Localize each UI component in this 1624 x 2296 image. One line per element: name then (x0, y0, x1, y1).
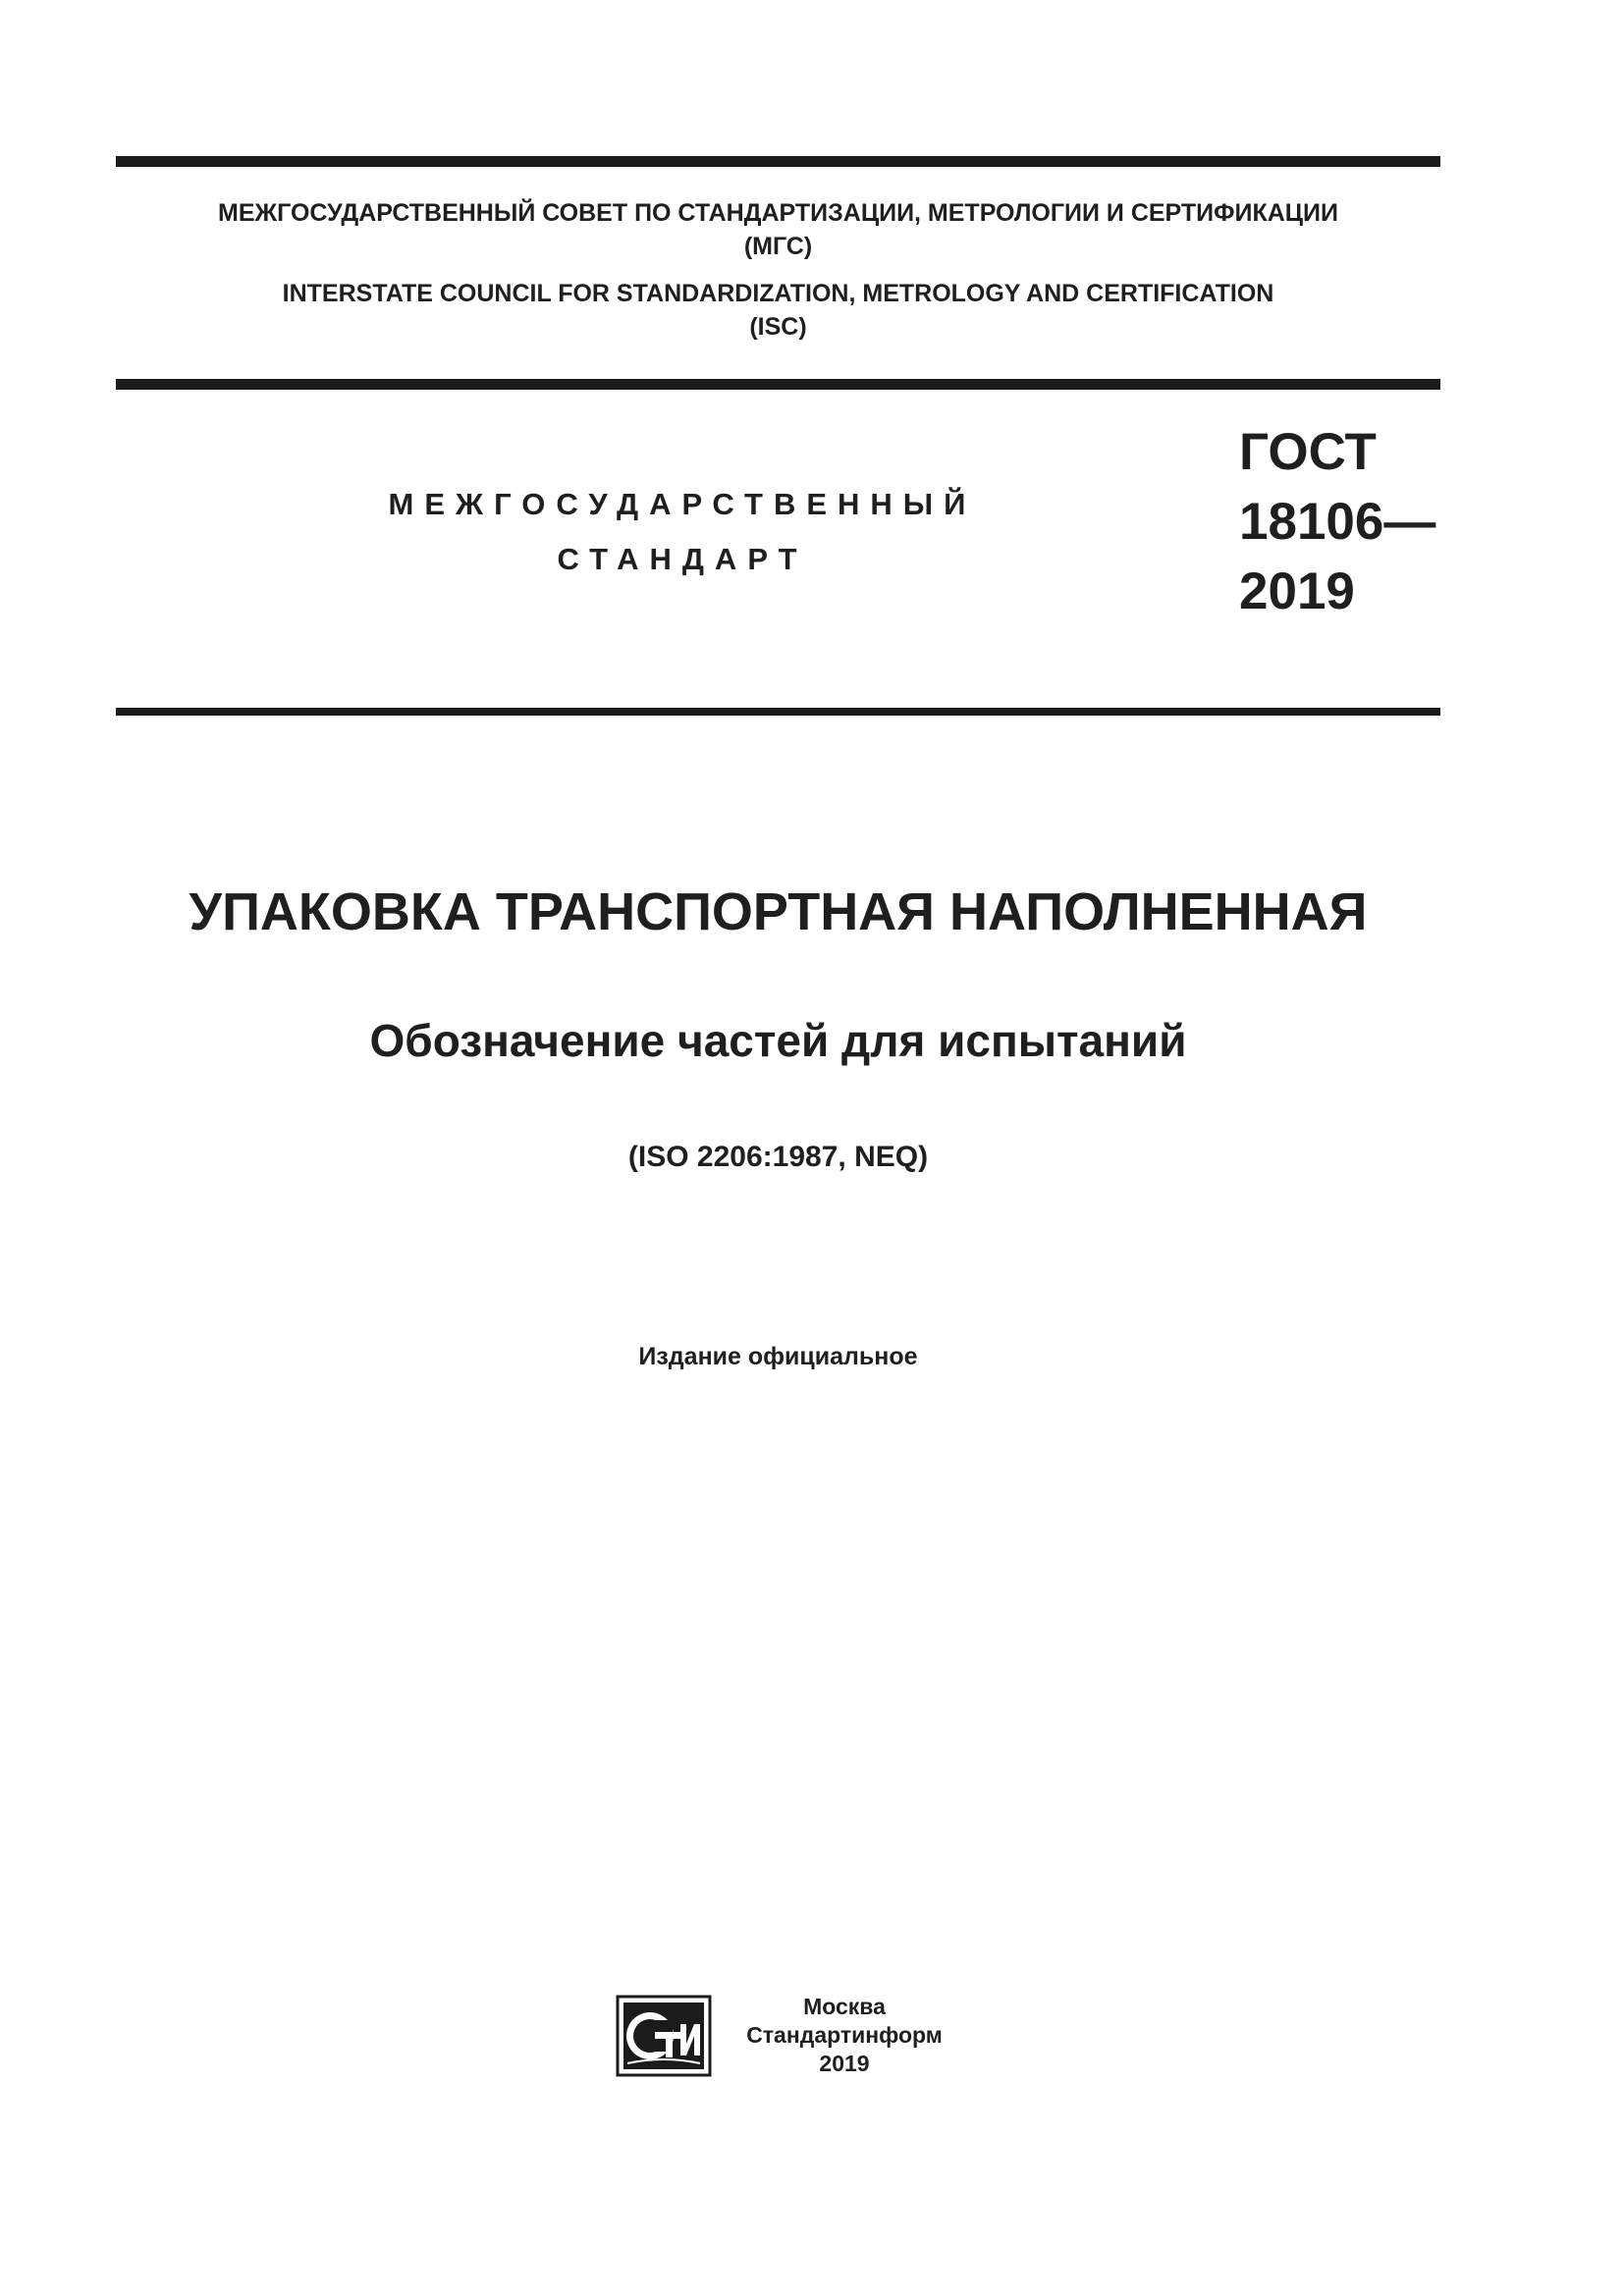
council-en-line2: (ISC) (749, 313, 807, 341)
publisher-name: Стандартинформ (746, 2022, 943, 2048)
council-name-ru (116, 196, 1440, 263)
top-divider (116, 156, 1440, 167)
standard-type-line1: МЕЖГОСУДАРСТВЕННЫЙ (388, 487, 977, 521)
publisher-city: Москва (803, 1994, 886, 2019)
document-title: УПАКОВКА ТРАНСПОРТНАЯ НАПОЛНЕННАЯ (189, 882, 1368, 941)
standard-type-line2: СТАНДАРТ (557, 542, 808, 576)
designation-line2: 18106— (1239, 493, 1436, 551)
standard-designation (1239, 417, 1435, 626)
council-en-line1: INTERSTATE COUNCIL FOR STANDARDIZATION, METROLOGY AND CERTIFICATION (282, 280, 1274, 307)
iso-reference: (ISO 2206:1987, NEQ) (627, 1141, 929, 1173)
designation-line1: ГОСТ (1239, 423, 1377, 481)
edition-label: Издание официальное (638, 1343, 918, 1370)
council-ru-line2: (МГС) (743, 233, 813, 260)
council-name-en (116, 277, 1440, 344)
designation-line3: 2019 (1239, 562, 1355, 620)
document-subtitle: Обозначение частей для испытаний (369, 1015, 1187, 1066)
standard-type (324, 477, 1041, 587)
publisher-imprint (727, 1993, 962, 2078)
bottom-divider (116, 708, 1440, 716)
council-ru-line1: МЕЖГОСУДАРСТВЕННЫЙ СОВЕТ ПО СТАНДАРТИЗАЦИИ, МЕТРОЛОГИИ И СЕРТИФИКАЦИИ (218, 199, 1338, 227)
publisher-year: 2019 (819, 2051, 870, 2076)
middle-divider (116, 379, 1440, 390)
standartinform-logo-icon (616, 1995, 712, 2077)
